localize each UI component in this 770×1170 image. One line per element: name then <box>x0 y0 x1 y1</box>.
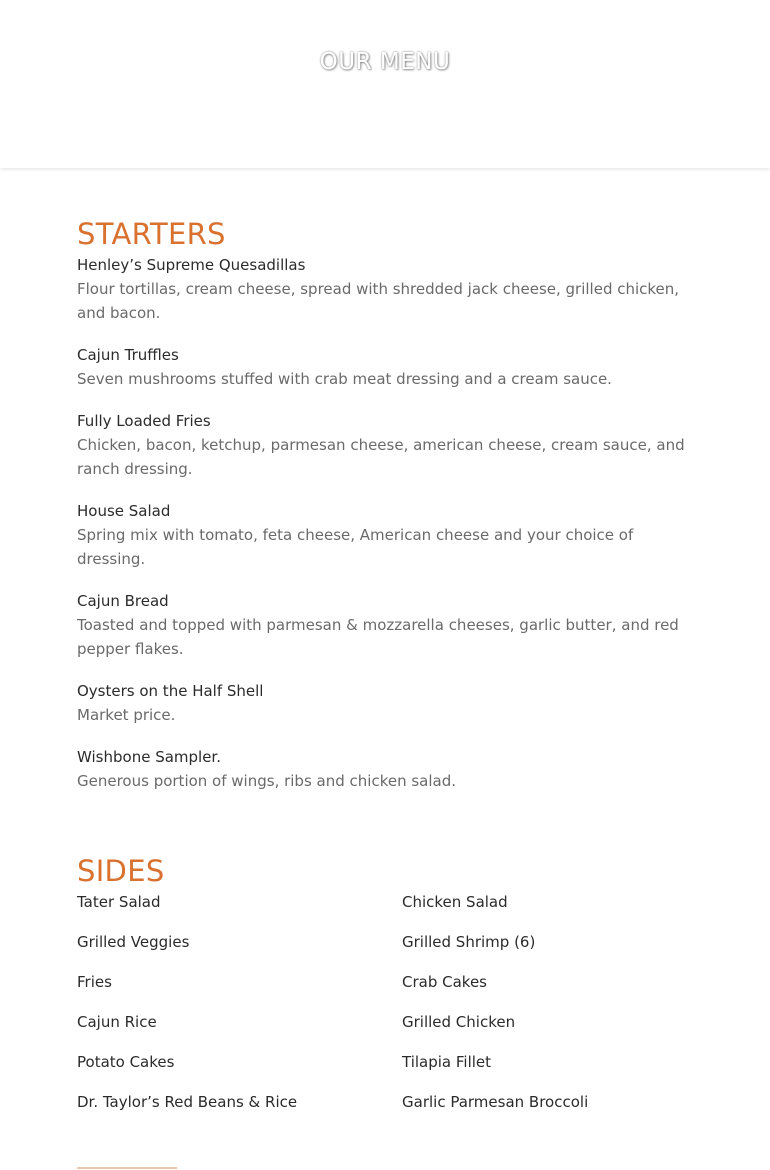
side-item: Tilapia Fillet <box>402 1053 492 1071</box>
side-item: Fries <box>77 973 112 991</box>
side-item: Grilled Veggies <box>77 933 190 951</box>
side-item: Tater Salad <box>77 893 161 911</box>
side-item: Chicken Salad <box>402 893 508 911</box>
menu-item <box>77 253 687 325</box>
hero-banner <box>0 0 770 168</box>
menu-item <box>77 343 687 391</box>
menu-item-description: Spring mix with tomato, feta cheese, American cheese and your choice of dressing. <box>77 526 634 568</box>
cropped-heading-fragment <box>77 1167 177 1169</box>
menu-item-description: Flour tortillas, cream cheese, spread with shredded jack cheese, grilled chicken, and bacon. <box>77 280 680 322</box>
sides-list <box>77 890 687 1130</box>
side-item: Cajun Rice <box>77 1013 157 1031</box>
side-item: Grilled Shrimp (6) <box>402 933 536 951</box>
side-item: Grilled Chicken <box>402 1013 516 1031</box>
next-section-title-cropped <box>77 1164 177 1170</box>
menu-item-name: Oysters on the Half Shell <box>77 682 264 700</box>
menu-content <box>77 168 687 1130</box>
side-item: Garlic Parmesan Broccoli <box>402 1093 589 1111</box>
menu-item-name: Wishbone Sampler. <box>77 748 221 766</box>
menu-item-description: Seven mushrooms stuffed with crab meat dressing and a cream sauce. <box>77 370 612 388</box>
section-title-starters: STARTERS <box>77 217 226 251</box>
menu-item-description: Generous portion of wings, ribs and chicken salad. <box>77 772 457 790</box>
menu-item <box>77 589 687 661</box>
sides-section <box>77 854 687 1130</box>
menu-item-description: Market price. <box>77 706 176 724</box>
section-title-sides: SIDES <box>77 854 165 888</box>
menu-item-name: Henley’s Supreme Quesadillas <box>77 256 306 274</box>
menu-item <box>77 679 687 727</box>
side-item: Dr. Taylor’s Red Beans & Rice <box>77 1093 298 1111</box>
starters-section <box>77 217 687 793</box>
side-item: Crab Cakes <box>402 973 487 991</box>
page-title: OUR MENU <box>319 49 451 75</box>
menu-item <box>77 499 687 571</box>
menu-item-name: House Salad <box>77 502 171 520</box>
menu-item-name: Cajun Truffles <box>77 346 179 364</box>
menu-item-name: Cajun Bread <box>77 592 169 610</box>
menu-item-description: Chicken, bacon, ketchup, parmesan cheese, american cheese, cream sauce, and ranch dressing. <box>77 436 685 478</box>
menu-item <box>77 745 687 793</box>
menu-item-description: Toasted and topped with parmesan & mozzarella cheeses, garlic butter, and red pepper flakes. <box>77 616 679 658</box>
menu-item-name: Fully Loaded Fries <box>77 412 211 430</box>
menu-item <box>77 409 687 481</box>
side-item: Potato Cakes <box>77 1053 175 1071</box>
